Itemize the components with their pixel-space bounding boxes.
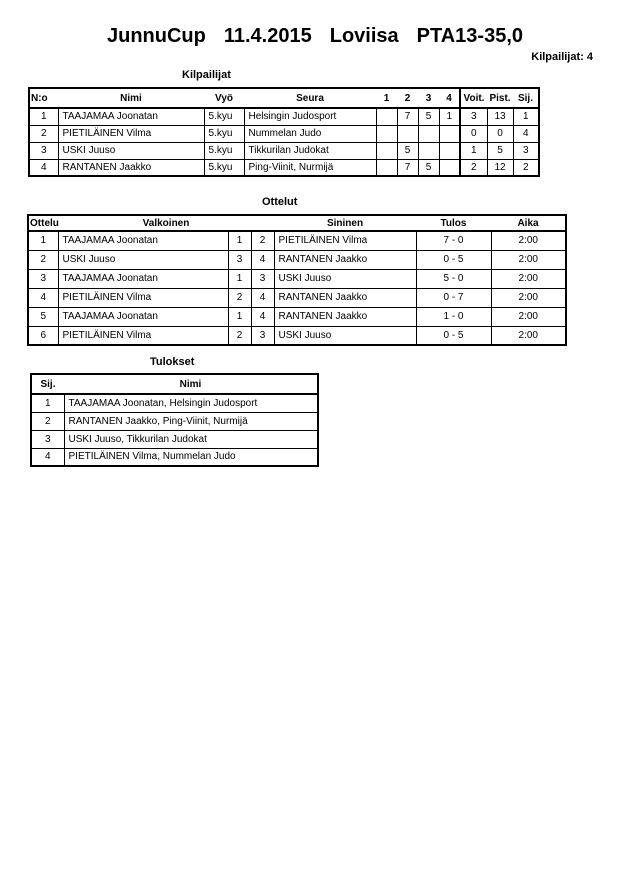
cell-match3: 5: [418, 108, 439, 125]
cell-blue-name: USKI Juuso: [274, 269, 416, 288]
cell-white-no: 1: [228, 269, 251, 288]
cell-match3: [418, 125, 439, 142]
table-row: [29, 159, 539, 176]
cell-blue-no: 4: [251, 307, 274, 326]
cell-match-no: 5: [28, 307, 58, 326]
cell-time: 2:00: [491, 288, 566, 307]
col-header-points: Pist.: [487, 88, 513, 108]
col-header-club: Seura: [244, 88, 376, 108]
col-header-match1: 1: [376, 88, 397, 108]
cell-belt: 5.kyu: [204, 142, 244, 159]
col-header-no: N:o: [29, 88, 58, 108]
cell-time: 2:00: [491, 326, 566, 345]
cell-place: 4: [31, 448, 64, 466]
cell-result: 7 - 0: [416, 231, 491, 250]
competitors-table: [28, 87, 540, 177]
cell-white-name: TAAJAMAA Joonatan: [58, 307, 228, 326]
col-header-result: Tulos: [416, 215, 491, 231]
cell-white-no: 2: [228, 326, 251, 345]
cell-points: 12: [487, 159, 513, 176]
results-section-label: Tulokset: [150, 356, 195, 368]
cell-white-name: PIETILÄINEN Vilma: [58, 326, 228, 345]
table-row: [31, 448, 318, 466]
cell-match3: [418, 142, 439, 159]
table-row: [31, 412, 318, 430]
table-row: [31, 394, 318, 412]
cell-time: 2:00: [491, 231, 566, 250]
cell-result: 1 - 0: [416, 307, 491, 326]
cell-time: 2:00: [491, 269, 566, 288]
cell-time: 2:00: [491, 250, 566, 269]
cell-name: PIETILÄINEN Vilma, Nummelan Judo: [64, 448, 318, 466]
cell-wins: 1: [460, 142, 487, 159]
cell-match-no: 1: [28, 231, 58, 250]
cell-match4: [439, 159, 460, 176]
results-table: [30, 373, 319, 467]
event-name: JunnuCup: [106, 25, 206, 47]
competitor-count: Kilpailijat: 4: [531, 51, 593, 63]
cell-belt: 5.kyu: [204, 108, 244, 125]
cell-no: 3: [29, 142, 58, 159]
col-header-match2: 2: [397, 88, 418, 108]
event-category: PTA13-35,0: [416, 25, 524, 47]
cell-white-no: 1: [228, 307, 251, 326]
table-row: [28, 326, 566, 345]
cell-wins: 0: [460, 125, 487, 142]
results-header-row: [31, 374, 318, 394]
cell-blue-name: RANTANEN Jaakko: [274, 307, 416, 326]
cell-match1: [376, 108, 397, 125]
col-header-name: Nimi: [58, 88, 204, 108]
matches-section-label: Ottelut: [262, 196, 298, 208]
cell-points: 0: [487, 125, 513, 142]
cell-blue-no: 3: [251, 269, 274, 288]
cell-blue-no: 4: [251, 250, 274, 269]
matches-table: [27, 214, 567, 346]
cell-match2: 7: [397, 108, 418, 125]
matches-header-row: [28, 215, 566, 231]
cell-result: 5 - 0: [416, 269, 491, 288]
cell-name: TAAJAMAA Joonatan: [58, 108, 204, 125]
event-date: 11.4.2015: [223, 25, 312, 47]
cell-no: 1: [29, 108, 58, 125]
cell-result: 0 - 5: [416, 326, 491, 345]
cell-blue-no: 4: [251, 288, 274, 307]
table-row: [28, 250, 566, 269]
cell-blue-no: 3: [251, 326, 274, 345]
cell-match3: 5: [418, 159, 439, 176]
cell-place: 2: [513, 159, 539, 176]
col-header-match3: 3: [418, 88, 439, 108]
table-row: [28, 307, 566, 326]
cell-club: Tikkurilan Judokat: [244, 142, 376, 159]
cell-name: USKI Juuso: [58, 142, 204, 159]
cell-blue-name: RANTANEN Jaakko: [274, 250, 416, 269]
cell-belt: 5.kyu: [204, 159, 244, 176]
cell-name: PIETILÄINEN Vilma: [58, 125, 204, 142]
cell-place: 1: [513, 108, 539, 125]
cell-match4: [439, 125, 460, 142]
cell-blue-no: 2: [251, 231, 274, 250]
cell-result: 0 - 7: [416, 288, 491, 307]
col-header-place: Sij.: [513, 88, 539, 108]
cell-blue-name: PIETILÄINEN Vilma: [274, 231, 416, 250]
cell-name: RANTANEN Jaakko: [58, 159, 204, 176]
col-header-wins: Voit.: [460, 88, 487, 108]
col-header-name: Nimi: [64, 374, 318, 394]
event-city: Loviisa: [329, 25, 399, 47]
cell-match1: [376, 159, 397, 176]
col-header-belt: Vyö: [204, 88, 244, 108]
cell-blue-name: USKI Juuso: [274, 326, 416, 345]
col-header-time: Aika: [491, 215, 566, 231]
competitors-section-label: Kilpailijat: [182, 69, 231, 81]
cell-match2: 5: [397, 142, 418, 159]
cell-match1: [376, 125, 397, 142]
table-row: [28, 288, 566, 307]
cell-match1: [376, 142, 397, 159]
col-header-white: Valkoinen: [58, 215, 274, 231]
cell-place: 1: [31, 394, 64, 412]
cell-place: 3: [513, 142, 539, 159]
cell-name: TAAJAMAA Joonatan, Helsingin Judosport: [64, 394, 318, 412]
cell-belt: 5.kyu: [204, 125, 244, 142]
cell-place: 4: [513, 125, 539, 142]
cell-match-no: 3: [28, 269, 58, 288]
cell-wins: 3: [460, 108, 487, 125]
cell-club: Ping-Viinit, Nurmijä: [244, 159, 376, 176]
cell-no: 2: [29, 125, 58, 142]
table-row: [29, 108, 539, 125]
cell-white-name: TAAJAMAA Joonatan: [58, 269, 228, 288]
cell-no: 4: [29, 159, 58, 176]
table-row: [28, 231, 566, 250]
cell-match-no: 2: [28, 250, 58, 269]
cell-match2: 7: [397, 159, 418, 176]
cell-result: 0 - 5: [416, 250, 491, 269]
cell-white-no: 1: [228, 231, 251, 250]
page-title: [0, 25, 630, 48]
cell-white-name: USKI Juuso: [58, 250, 228, 269]
cell-white-no: 2: [228, 288, 251, 307]
cell-name: RANTANEN Jaakko, Ping-Viinit, Nurmijä: [64, 412, 318, 430]
cell-blue-name: RANTANEN Jaakko: [274, 288, 416, 307]
cell-match-no: 6: [28, 326, 58, 345]
cell-white-name: TAAJAMAA Joonatan: [58, 231, 228, 250]
cell-points: 13: [487, 108, 513, 125]
cell-place: 3: [31, 430, 64, 448]
cell-match4: 1: [439, 108, 460, 125]
col-header-place: Sij.: [31, 374, 64, 394]
table-row: [29, 142, 539, 159]
cell-white-name: PIETILÄINEN Vilma: [58, 288, 228, 307]
col-header-match-no: Ottelu: [28, 215, 58, 231]
table-row: [29, 125, 539, 142]
cell-time: 2:00: [491, 307, 566, 326]
cell-points: 5: [487, 142, 513, 159]
cell-wins: 2: [460, 159, 487, 176]
cell-place: 2: [31, 412, 64, 430]
competitors-header-row: [29, 88, 539, 108]
cell-match4: [439, 142, 460, 159]
cell-match2: [397, 125, 418, 142]
col-header-blue: Sininen: [274, 215, 416, 231]
cell-match-no: 4: [28, 288, 58, 307]
cell-white-no: 3: [228, 250, 251, 269]
table-row: [31, 430, 318, 448]
cell-club: Helsingin Judosport: [244, 108, 376, 125]
cell-club: Nummelan Judo: [244, 125, 376, 142]
table-row: [28, 269, 566, 288]
cell-name: USKI Juuso, Tikkurilan Judokat: [64, 430, 318, 448]
col-header-match4: 4: [439, 88, 460, 108]
